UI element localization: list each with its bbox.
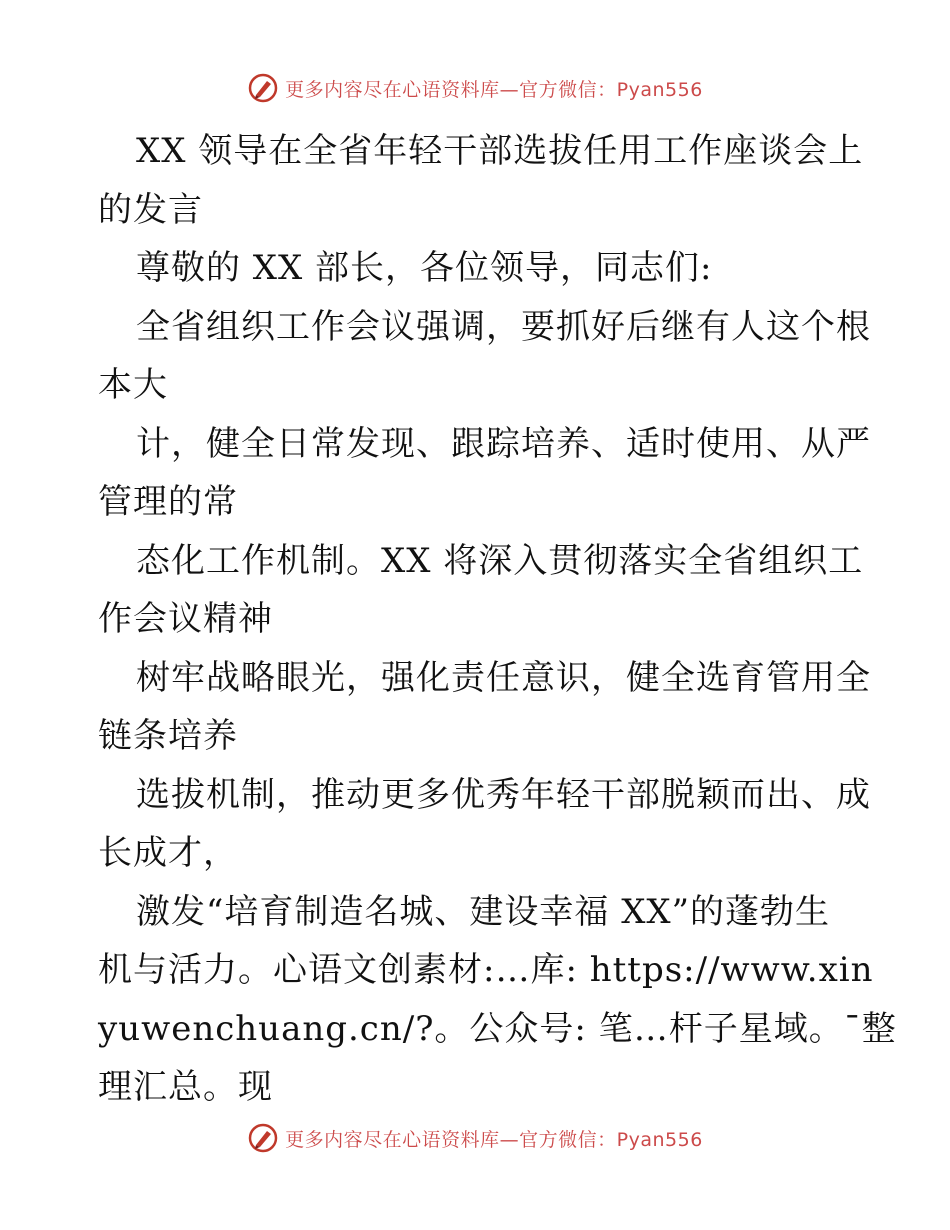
doc-line: 理汇总。现 <box>98 1067 273 1107</box>
doc-line-title-cont: 的发言 <box>98 189 203 230</box>
doc-line: 管理的常 <box>98 482 238 522</box>
doc-line: 链条培养 <box>98 716 238 756</box>
doc-line-salutation: 尊敬的 XX 部长，各位领导，同志们: <box>136 248 713 288</box>
doc-line: 选拔机制，推动更多优秀年轻干部脱颖而出、成 <box>136 774 871 815</box>
doc-line: 态化工作机制。XX 将深入贯彻落实全省组织工 <box>136 540 864 581</box>
header-watermark-text: 更多内容尽在心语资料库—官方微信：Pyan556 <box>285 78 703 101</box>
doc-line: 树牢战略眼光，强化责任意识，健全选育管用全 <box>136 657 871 698</box>
doc-line: 机与活力。心语文创素材:…库: https://www.xin <box>98 950 874 990</box>
doc-line: 激发“培育制造名城、建设幸福 XX”的蓬勃生 <box>136 891 830 932</box>
header-watermark-banner <box>0 72 950 104</box>
doc-line-title: XX 领导在全省年轻干部选拔任用工作座谈会上 <box>136 131 864 171</box>
doc-line: 本大 <box>98 365 168 405</box>
doc-line: 全省组织工作会议强调，要抓好后继有人这个根 <box>136 306 871 347</box>
pen-circle-logo-icon <box>247 1122 279 1154</box>
doc-line: 长成才， <box>98 833 238 873</box>
doc-line: yuwenchuang.cn/?。公众号: 笔…杆子星域。¯整 <box>98 1008 897 1049</box>
footer-watermark-banner <box>0 1122 950 1154</box>
doc-line: 作会议精神 <box>98 599 273 639</box>
footer-watermark-text: 更多内容尽在心语资料库—官方微信：Pyan556 <box>285 1128 703 1151</box>
pen-circle-logo-icon <box>247 72 279 104</box>
doc-line: 计，健全日常发现、跟踪培养、适时使用、从严 <box>136 423 871 464</box>
document-body <box>98 122 897 1117</box>
